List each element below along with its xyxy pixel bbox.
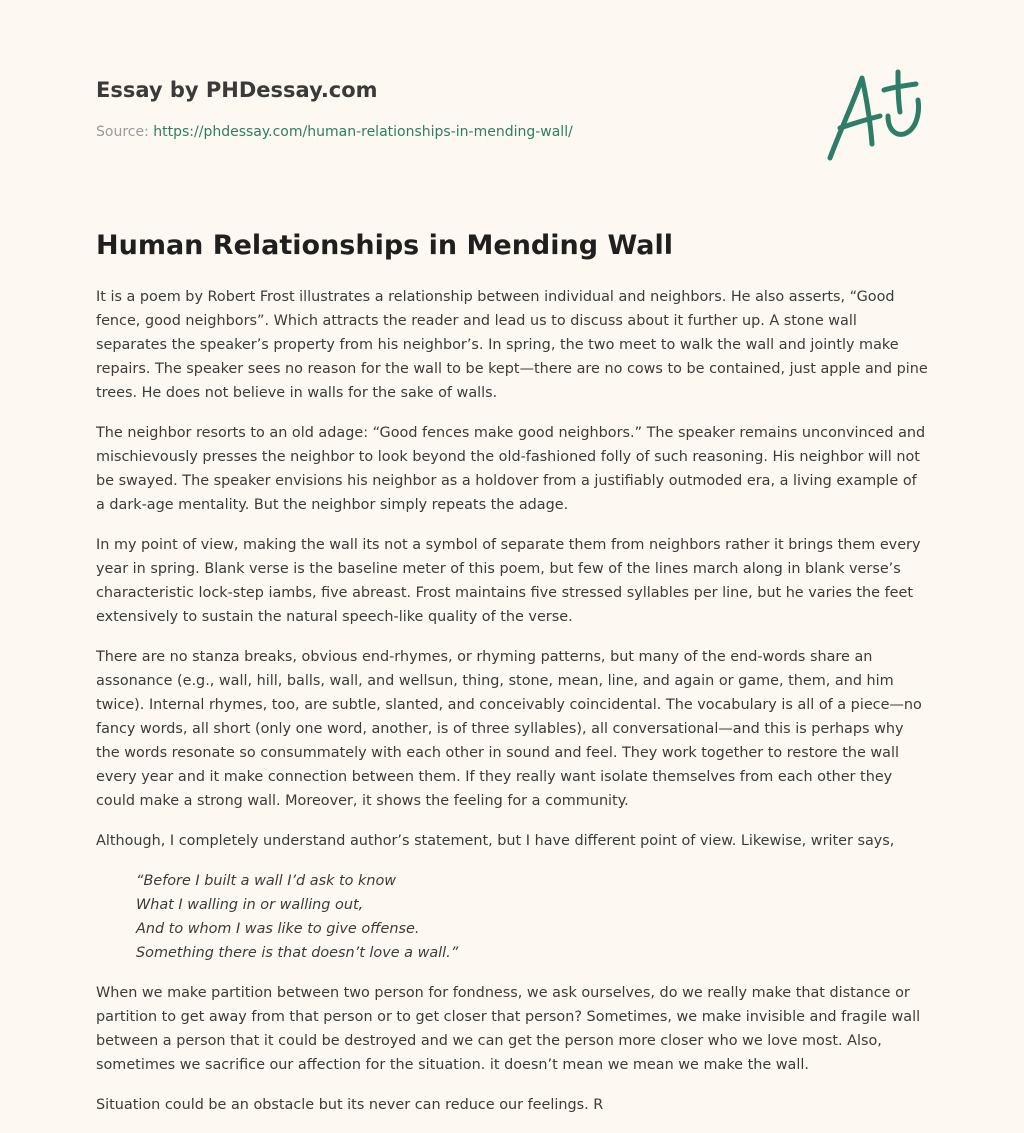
source-label: Source: [96, 124, 149, 140]
essay-paragraph: In my point of view, making the wall its not a symbol of separate them from neighbors rather it brings them every year in spring. Blank verse is the baseline meter of this poem, but few of the lines march along in blank verse’s characteristic lock-step iambs, five abreast. Frost maintains five stressed syllables per line, but he varies the feet extensively to sustain the natural speech-like quality of the verse. [96, 537, 921, 625]
quote-line: “Before I built a wall I’d ask to know [136, 873, 397, 889]
essay-paragraph: Situation could be an obstacle but its never can reduce our feelings. R [96, 1097, 604, 1113]
essay-title: Human Relationships in Mending Wall [96, 230, 674, 261]
essay-paragraph: The neighbor resorts to an old adage: “Good fences make good neighbors.” The speaker remains unconvinced and mischievously presses the neighbor to look beyond the old-fashioned folly of such reasoning. His neighbor will not be swayed. The speaker envisions his neighbor as a holdover from a justifiably outmoded era, a living example of a dark-age mentality. But the neighbor simply repeats the adage. [96, 425, 926, 513]
essay-paragraph: When we make partition between two person for fondness, we ask ourselves, do we really make that distance or partition to get away from that person or to get closer that person? Sometimes, we make invisible and fragile wall between a person that it could be destroyed and we can get the person more closer who we love most. Also, sometimes we sacrifice our affection for the situation. it doesn’t mean we mean we make the wall. [96, 985, 921, 1073]
poem-quote [136, 869, 928, 965]
essay-paragraph: There are no stanza breaks, obvious end-rhymes, or rhyming patterns, but many of the end-words share an assonance (e.g., wall, hill, balls, wall, and wellsun, thing, stone, mean, line, and again or game, them, and him twice). Internal rhymes, too, are subtle, slanted, and conceivably coincidental. The vocabulary is all of a piece—no fancy words, all short (only one word, another, is of three syllables), all conversational—and this is perhaps why the words resonate so consummately with each other in sound and feel. They work together to restore the wall every year and it make connection between them. If they really want isolate themselves from each other they could make a strong wall. Moreover, it shows the feeling for a community. [96, 649, 922, 809]
essay-paragraph: It is a poem by Robert Frost illustrates a relationship between individual and neighbors. He also asserts, “Good fence, good neighbors”. Which attracts the reader and lead us to discuss about it further up. A stone wall separates the speaker’s property from his neighbor’s. In spring, the two meet to walk the wall and jointly make repairs. The speaker sees no reason for the wall to be kept—there are no cows to be contained, just apple and pine trees. He does not believe in walls for the sake of walls. [96, 289, 928, 401]
a-plus-logo-svg [822, 66, 932, 166]
site-title: Essay by PHDessay.com [96, 78, 378, 102]
quote-line: What I walling in or walling out, [136, 897, 364, 913]
page-header [96, 75, 796, 142]
quote-line: Something there is that doesn’t love a wall.” [136, 945, 459, 961]
quote-line: And to whom I was like to give offense. [136, 921, 420, 937]
source-link[interactable]: https://phdessay.com/human-relationships-in-mending-wall/ [153, 124, 573, 140]
essay-body [96, 285, 928, 1133]
source-line [96, 122, 796, 142]
essay-paragraph: Although, I completely understand author’s statement, but I have different point of view. Likewise, writer says, [96, 833, 895, 849]
a-plus-logo-icon [822, 66, 932, 166]
